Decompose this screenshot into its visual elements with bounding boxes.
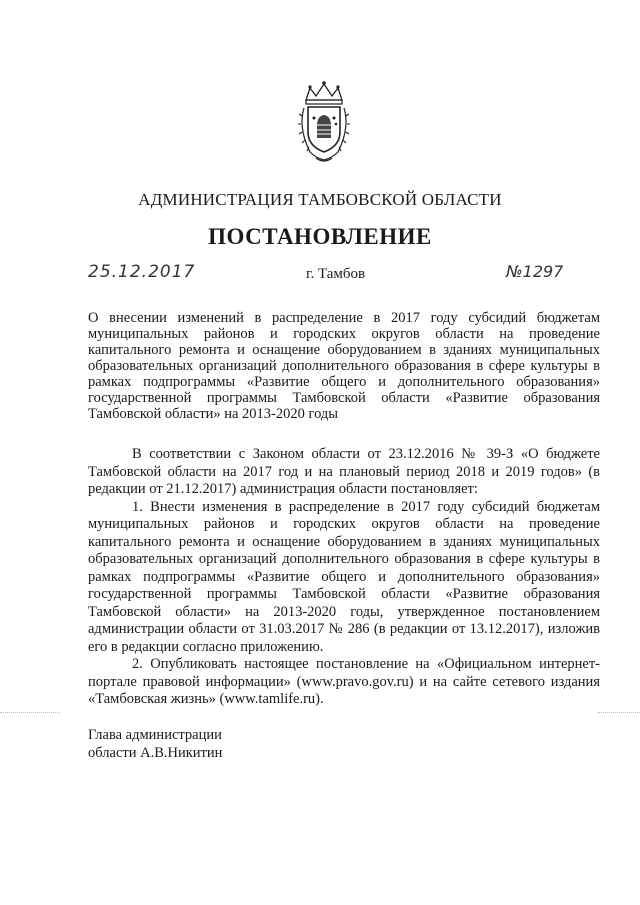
document-type-heading: ПОСТАНОВЛЕНИЕ [208,224,432,249]
coat-of-arms-icon [292,80,356,164]
document-number-handwritten: №1297 [506,262,564,281]
document-date-handwritten: 25.12.2017 [88,262,196,282]
item-2-paragraph: 2. Опубликовать настоящее постановление на «Официальном интернет-портале правовой информации» (www.pravo.gov.ru) и на сайте сетевого издания «Тамбовская жизнь» (www.tamlife.ru). [88,656,600,707]
signature-block [88,726,222,762]
item-1-paragraph: 1. Внести изменения в распределение в 2017 году субсидий бюджетам муниципальных районов и городских округов области на проведение капитального ремонта и оснащение оборудованием в зданиях муниципальных образовательных организаций дополнительного образования в сфере культуры в рамках подпрограммы «Развитие общего и дополнительного образования» государственной программы Тамбовской области «Развитие образования Тамбовской области» на 2013-2020 годы, утвержденное постановлением администрации области от 31.03.2017 № 286 (в редакции от 13.12.2017), изложив его в редакции согласно приложению. [88,498,600,655]
preamble-paragraph: В соответствии с Законом области от 23.12.2016 № 39-З «О бюджете Тамбовской области на 2017 год и на плановый период 2018 и 2019 годов» (в редакции от 21.12.2017) администрация области постановляет: [88,446,600,497]
document-title: О внесении изменений в распределение в 2017 году субсидий бюджетам муниципальных районов и городских округов области на проведение капитального ремонта и оснащение оборудованием в зданиях муниципальных образовательных организаций дополнительного образования в сфере культуры в рамках подпрограммы «Развитие общего и дополнительного образования» государственной программы Тамбовской области «Развитие образования Тамбовской области» на 2013-2020 годы [88,310,600,422]
separator-left [0,712,60,713]
document-body [88,446,600,709]
separator-right [598,712,640,713]
document-city: г. Тамбов [306,266,366,282]
organization-name: АДМИНИСТРАЦИЯ ТАМБОВСКОЙ ОБЛАСТИ [138,190,502,209]
signature-position: Глава администрации [88,727,222,743]
signature-name: области А.В.Никитин [88,745,223,761]
